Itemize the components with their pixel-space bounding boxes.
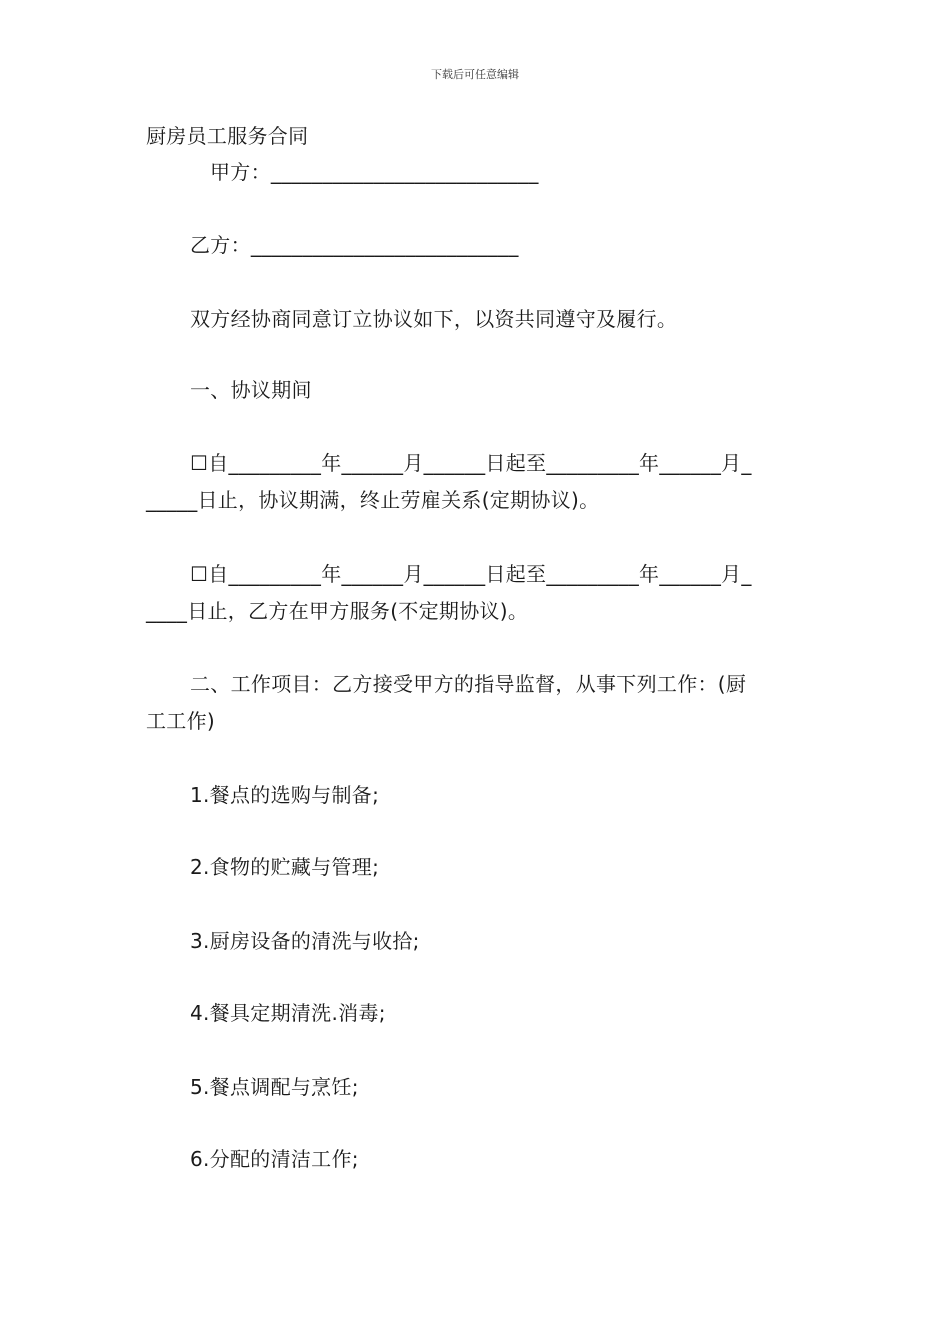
option2-line1: ☐自_________年______月______日起至_________年______月_	[190, 562, 752, 586]
party-a-line: 甲方：__________________________	[210, 160, 539, 184]
section2-line2: 工工作)	[146, 709, 216, 733]
option2-line2: ____日止，乙方在甲方服务(不定期协议)。	[146, 599, 529, 623]
list-item: 2.食物的贮藏与管理;	[190, 855, 380, 879]
header-note: 下载后可任意编辑	[431, 68, 519, 81]
section1-heading: 一、协议期间	[190, 378, 312, 402]
option1-line2: _____日止，协议期满，终止劳雇关系(定期协议)。	[146, 488, 600, 512]
party-b-line: 乙方：__________________________	[190, 233, 519, 257]
option1-line1: ☐自_________年______月______日起至_________年______月_	[190, 451, 752, 475]
list-item: 4.餐具定期清洗.消毒;	[190, 1001, 386, 1025]
list-item: 5.餐点调配与烹饪;	[190, 1075, 359, 1099]
list-item: 3.厨房设备的清洗与收拾;	[190, 929, 420, 953]
list-item: 6.分配的清洁工作;	[190, 1147, 359, 1171]
section2-line1: 二、工作项目：乙方接受甲方的指导监督，从事下列工作：(厨	[190, 672, 747, 696]
intro-paragraph: 双方经协商同意订立协议如下，以资共同遵守及履行。	[190, 307, 678, 331]
document-title: 厨房员工服务合同	[146, 124, 309, 148]
list-item: 1.餐点的选购与制备;	[190, 783, 380, 807]
